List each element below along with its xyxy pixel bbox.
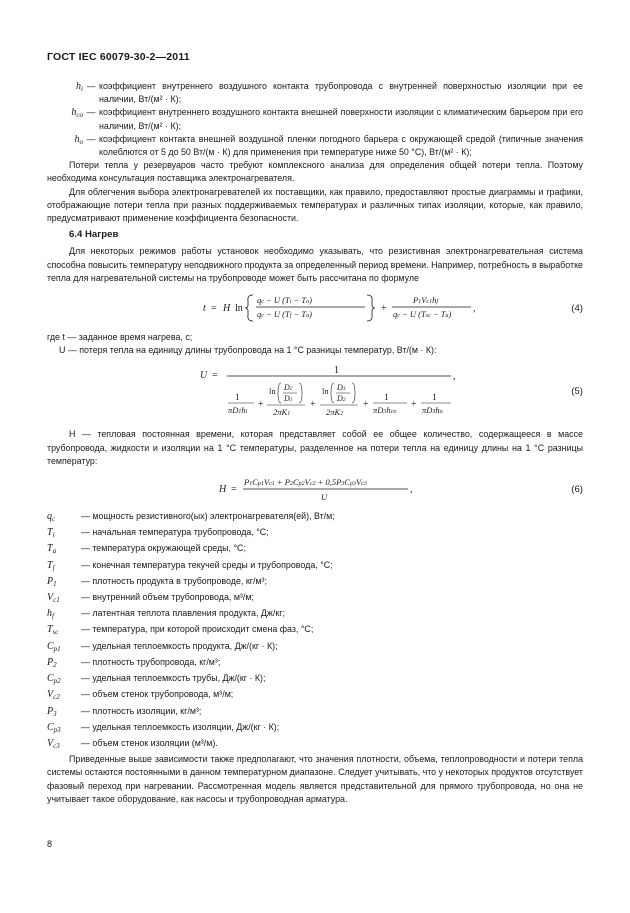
list-item: $T_f$ — конечная температура текучей среды и трубопровода, °С;	[47, 559, 333, 572]
svg-text:qc − U (Tsc − Ta): qc − U (Tsc − Ta)	[393, 309, 452, 320]
list-item: $V_{c2}$ — объем стенок трубопровода, м³/м;	[47, 689, 234, 702]
definition-text: коэффициент внутреннего воздушного контакта трубопровода с внутренней поверхностью изоляции при ее наличии, Вт/(м² · К);	[99, 81, 583, 105]
list-item: $C_{p3}$ — удельная теплоемкость изоляции, Дж/(кг · К);	[47, 721, 280, 734]
svg-text:+: +	[310, 399, 316, 411]
formula-4	[47, 289, 583, 327]
svg-text:πD3ho: πD3ho	[422, 405, 443, 416]
svg-text:qc − U (Ti − Ta): qc − U (Ti − Ta)	[257, 295, 312, 306]
svg-text:,: ,	[473, 303, 476, 315]
svg-text:ln: ln	[235, 303, 243, 315]
list-item: $h_f$ — латентная теплота плавления продукта, Дж/кг;	[47, 608, 285, 621]
formula-6	[47, 472, 583, 506]
svg-text:1: 1	[334, 365, 339, 377]
equation-number-6: (6)	[571, 484, 583, 496]
svg-text:+: +	[258, 399, 264, 411]
paragraph-tank-heat-loss: Потери тепла у резервуаров часто требуют комплексного анализа для определения общей потери тепла. Поэтому необходима консультация поставщика электронагревателя.	[47, 160, 583, 184]
document-header: ГОСТ IEC 60079-30-2—2011	[47, 51, 190, 63]
svg-text:,: ,	[410, 484, 413, 496]
where-t: где t — заданное время нагрева, с;	[47, 332, 193, 343]
list-item: $T_a$ — температура окружающей среды, °С;	[47, 543, 246, 556]
definitions-top	[47, 80, 583, 159]
svg-text:t: t	[203, 303, 206, 315]
where-u: U — потеря тепла на единицу длины трубопровода на 1 °С разницы температур, Вт/(м · К):	[59, 345, 437, 356]
formula-5-graphic	[47, 361, 547, 421]
svg-text:1: 1	[384, 392, 389, 403]
svg-text:=: =	[212, 370, 218, 382]
list-item: $P_1$ — плотность продукта в трубопроводе, кг/м³;	[47, 575, 267, 588]
list-item: $V_{c1}$ — внутренний объем трубопровода, м³/м;	[47, 592, 254, 605]
svg-text:1: 1	[235, 392, 240, 403]
definition-hco: $h_{co}$ — коэффициент внутреннего воздушного контакта внешней поверхности изоляции с климатическим барьером при его наличии, Вт/(м² · К);	[47, 106, 583, 132]
svg-text:D2: D2	[337, 394, 346, 404]
paragraph-selection: Для облегчения выбора электронагревателей их поставщики, как правило, предоставляют простые диаграммы и графики, отображающие потери тепла при разных поддерживаемых температурах и различных типах изоляции, которые, как правило, предусматривают применение коэффициента безопасности.	[47, 186, 583, 224]
formula-4-graphic	[47, 289, 547, 327]
svg-text:=: =	[211, 303, 217, 315]
svg-text:U: U	[200, 370, 208, 382]
list-item: $C_{p2}$ — удельная теплоемкость трубы, Дж/(кг · К);	[47, 673, 266, 686]
svg-text:+: +	[381, 303, 387, 315]
list-item: $P_3$ — плотность изоляции, кг/м³;	[47, 705, 202, 718]
svg-text:D2: D2	[284, 383, 293, 393]
svg-text:ln: ln	[322, 386, 329, 397]
svg-text:P1Vc1hf: P1Vc1hf	[413, 295, 438, 306]
svg-text:+: +	[363, 399, 369, 411]
svg-text:1: 1	[432, 392, 437, 403]
symbol: $h_o$	[74, 133, 83, 146]
svg-text:H: H	[219, 484, 227, 496]
svg-text:D3: D3	[337, 383, 346, 393]
document-body	[47, 80, 583, 806]
definition-hi: $h_i$ — коэффициент внутреннего воздушного контакта трубопровода с внутренней поверхностью изоляции при ее наличии, Вт/(м² · К);	[47, 80, 583, 106]
svg-text:πD1hi: πD1hi	[228, 405, 248, 416]
definition-ho: $h_o$ — коэффициент контакта внешней воздушной пленки погодного барьера с окружающей средой (типичные значения колеблются от 5 до 50 Вт/(м · К) для применения при температуре ниже 50 °С), Вт/(м² · К);	[47, 133, 583, 159]
formula-5	[47, 361, 583, 421]
list-item: $T_{sc}$ — температура, при которой происходит смена фаз, °С;	[47, 624, 314, 637]
formula-6-graphic	[47, 472, 547, 506]
symbol: $h_i$	[76, 81, 83, 93]
definition-text: коэффициент внутреннего воздушного контакта внешней поверхности изоляции с климатическим барьером при его наличии, Вт/(м² · К);	[99, 107, 583, 131]
svg-text:+: +	[411, 399, 417, 411]
svg-text:U: U	[321, 492, 328, 503]
svg-text:qc − U (Tf − Ta): qc − U (Tf − Ta)	[257, 309, 312, 320]
svg-text:πD3hco: πD3hco	[373, 405, 397, 416]
list-item: $P_2$ — плотность трубопровода, кг/м³;	[47, 656, 221, 669]
svg-text:,: ,	[453, 371, 456, 383]
list-item: $C_{p1}$ — удельная теплоемкость продукта, Дж/(кг · К);	[47, 640, 278, 653]
symbol: $h_{co}$	[71, 107, 83, 120]
list-item: $q_c$ — мощность резистивного(ых) электронагревателя(ей), Вт/м;	[47, 511, 335, 524]
svg-text:=: =	[231, 484, 237, 496]
svg-text:P1Cp1Vc1 + P2Cp2Vc2 + 0,5P3Cp3: P1Cp1Vc1 + P2Cp2Vc2 + 0,5P3Cp3Vc3	[244, 477, 367, 488]
paragraph-h-definition: H — тепловая постоянная времени, которая представляет собой ее общее количество, содержащееся в массе трубопровода, жидкости и изоляции на 1 °С температуры, разделенное на потери тепла на единицу длины на 1 °С разницы температур:	[47, 429, 583, 466]
variable-list	[47, 510, 583, 753]
definition-text: коэффициент контакта внешней воздушной пленки погодного барьера с окружающей средой (типичные значения колеблются от 5 до 50 Вт/(м · К) для применения при температуре ниже 50 °С), Вт/(м² · К);	[99, 133, 583, 158]
svg-text:ln: ln	[269, 386, 276, 397]
svg-text:2πK2: 2πK2	[326, 407, 344, 418]
svg-text:2πK1: 2πK1	[273, 407, 291, 418]
svg-text:H: H	[223, 303, 231, 315]
equation-number-5: (5)	[571, 386, 583, 398]
section-heading: 6.4 Нагрев	[69, 229, 119, 241]
svg-text:D1: D1	[284, 394, 293, 404]
equation-number-4: (4)	[571, 303, 583, 315]
paragraph-closing: Приведенные выше зависимости также предполагают, что значения плотности, объема, теплопроводности и потери тепла системы остаются постоянными в данном температурном диапазоне. Следует учитывать, что у некоторых продуктов отсутствует фазовый переход при нагревании. Рассмотренная модель является представительной для прямого трубопровода, но она не учитывает такое оборудование, как насосы и трубопроводная арматура.	[47, 754, 583, 804]
page-number: 8	[47, 839, 53, 849]
list-item: $T_i$ — начальная температура трубопровода, °С;	[47, 527, 269, 540]
list-item: $V_{c3}$ — объем стенок изоляции (м³/м).	[47, 737, 218, 750]
paragraph-heating-intro: Для некоторых режимов работы установок необходимо указывать, что резистивная электронагревательная система способна повысить температуру неподвижного продукта за определенный период времени. Например, потребность в выработке тепла для нагревательной системы на трубопроводе может быть рассчитана по формуле	[47, 246, 583, 283]
